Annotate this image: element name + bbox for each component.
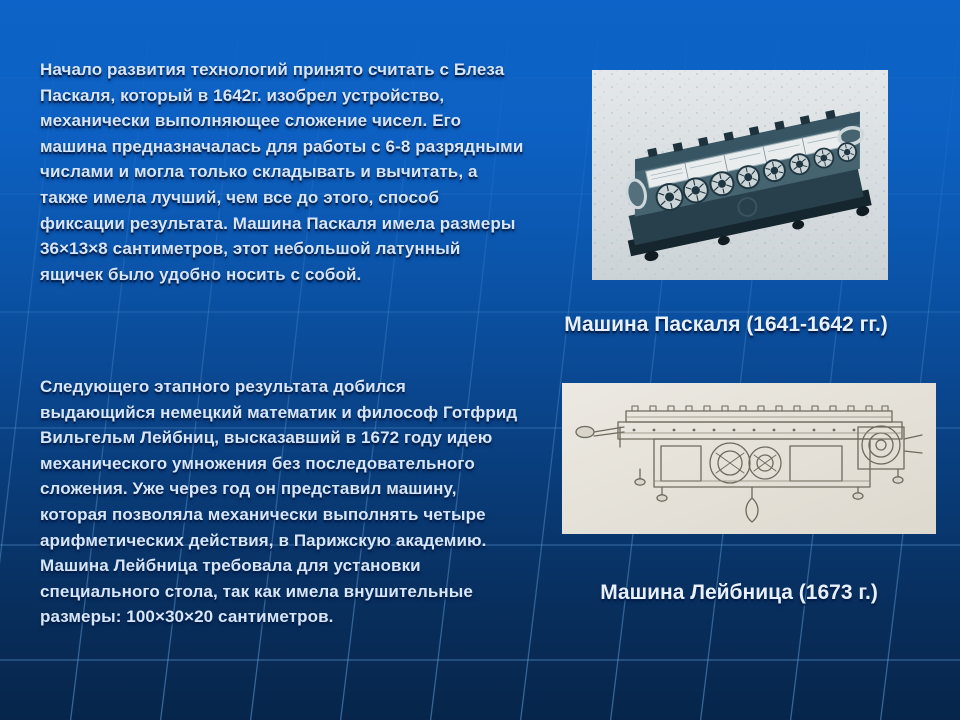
paragraph-leibniz: Следующего этапного результата добился выдающийся немецкий математик и философ Готфрид Вильгельм Лейбниц, высказавший в 1672 году идею механического умножения без последовательного сложения. Уже через год он представил машину, которая позволяла механически выполнять четыре арифметических действия, в Парижскую академию. Машина Лейбница требовала для установки специального стола, так как имела внушительные размеры: 100×30×20 сантиметров. <box>40 377 518 627</box>
paragraph-pascal: Начало развития технологий принято считать с Блеза Паскаля, который в 1642г. изобрел устройство, механически выполняющее сложение чисел. Его машина предназначалась для работы с 6-8 разрядными числами и могла только складывать и вычитать, а также имела лучший, чем все до этого, способ фиксации результата. Машина Паскаля имела размеры 36×13×8 сантиметров, этот небольшой латунный ящичек было удобно носить с собой. <box>40 60 524 284</box>
pascaline-photo <box>592 70 888 280</box>
leibniz-drawing <box>562 383 936 534</box>
caption-pascal: Машина Паскаля (1641-1642 гг.) <box>564 313 888 336</box>
caption-leibniz: Машина Лейбница (1673 г.) <box>600 581 878 604</box>
